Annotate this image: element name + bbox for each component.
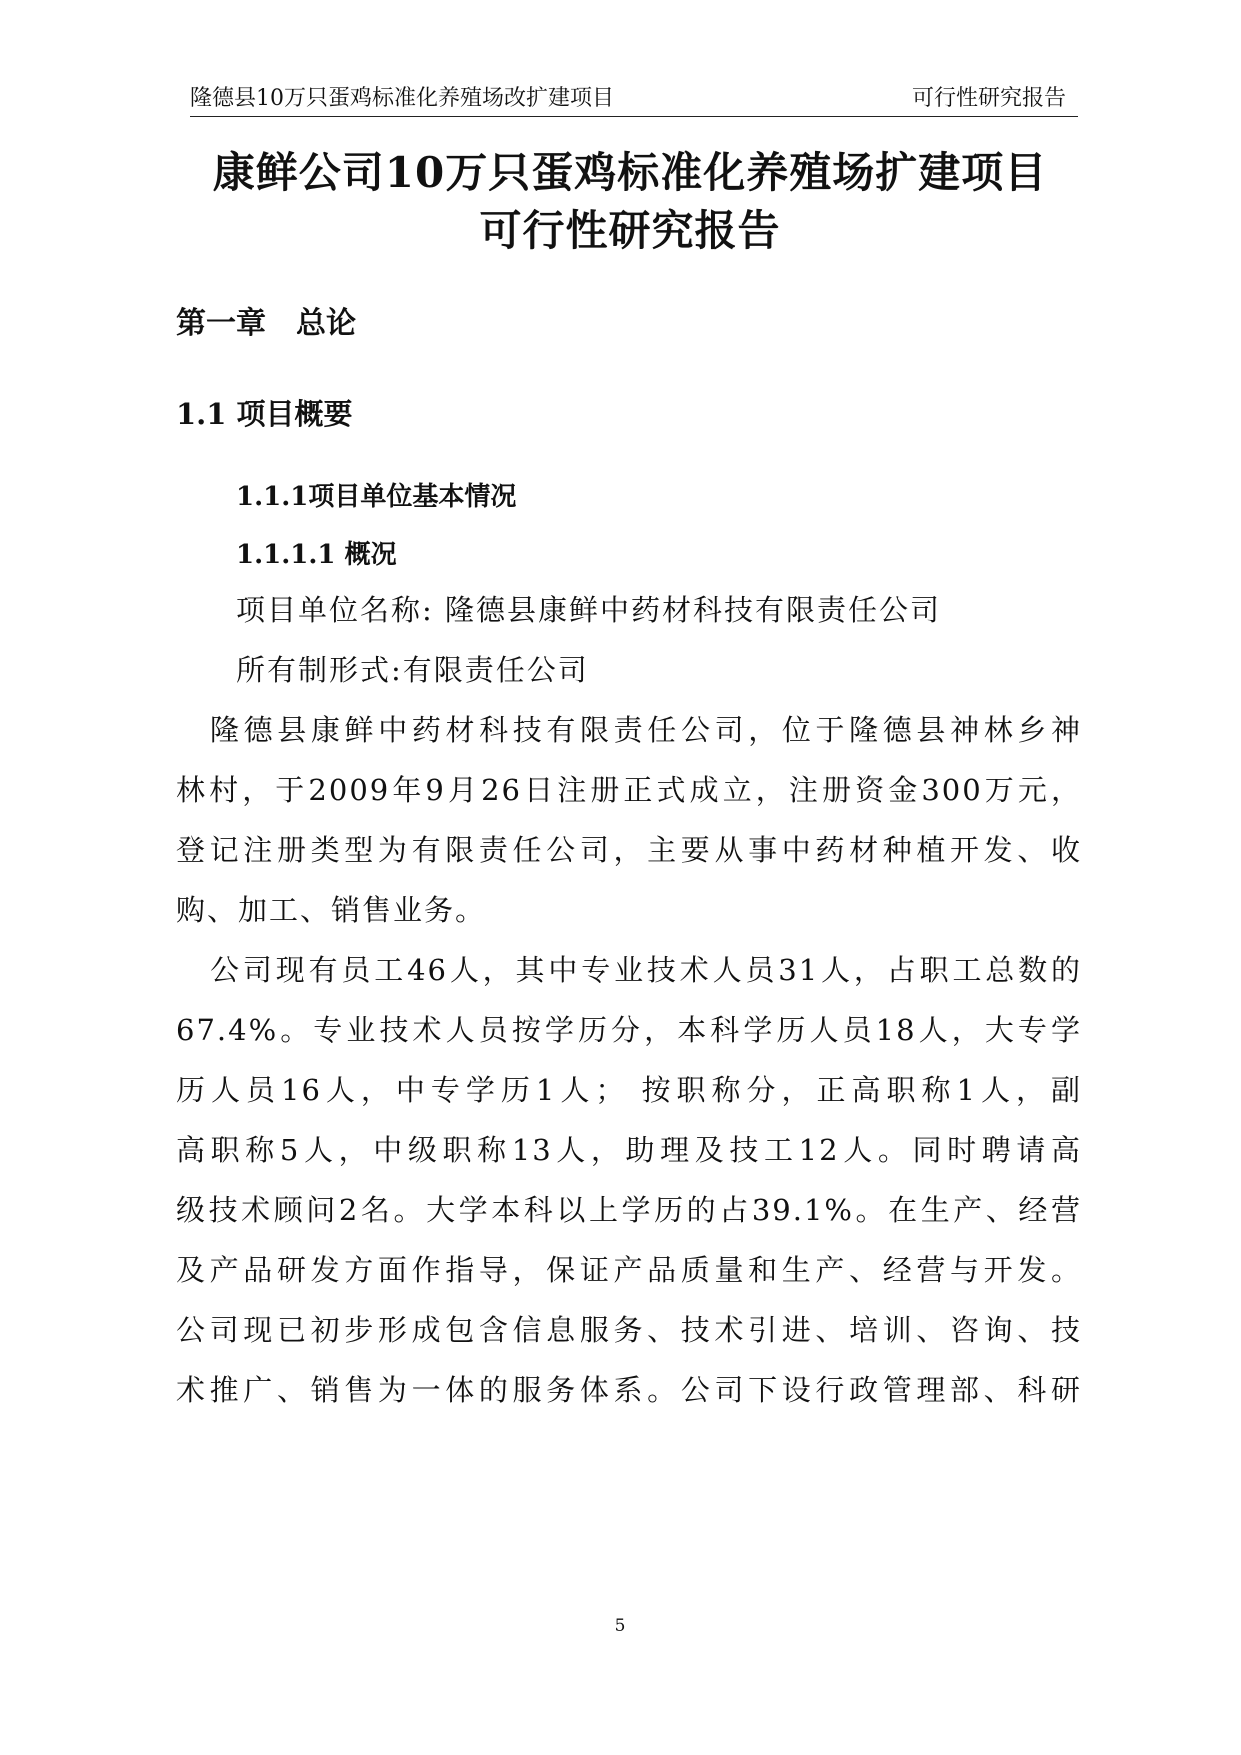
field-unit-name: 项目单位名称: 隆德县康鲜中药材科技有限责任公司 [236,593,941,627]
page-number: 5 [614,1616,626,1636]
field-ownership: 所有制形式:有限责任公司 [236,653,589,687]
chapter-heading: 第一章 总论 [176,306,356,341]
header-report-type: 可行性研究报告 [911,86,1066,111]
subsection-heading: 1.1.1项目单位基本情况 [236,482,517,512]
paragraph-line: 林村，于2009年9月26日注册正式成立，注册资金300万元， [176,773,1082,807]
paragraph-line: 公司现有员工46人，其中专业技术人员31人，占职工总数的 [210,953,1082,987]
paragraph-line: 公司现已初步形成包含信息服务、技术引进、培训、咨询、技 [176,1313,1082,1347]
paragraph-line: 级技术顾问2名。大学本科以上学历的占39.1%。在生产、经营 [176,1193,1082,1227]
document-title-line2: 可行性研究报告 [479,206,781,255]
page-header [190,86,1078,117]
paragraph-line: 67.4%。专业技术人员按学历分，本科学历人员18人，大专学 [176,1013,1082,1047]
document-title-line1: 康鲜公司10万只蛋鸡标准化养殖场扩建项目 [212,148,1048,197]
paragraph-line: 隆德县康鲜中药材科技有限责任公司，位于隆德县神林乡神 [210,713,1082,747]
paragraph-line: 高职称5人，中级职称13人，助理及技工12人。同时聘请高 [176,1133,1082,1167]
paragraph-line: 及产品研发方面作指导，保证产品质量和生产、经营与开发。 [176,1253,1082,1287]
subsubsection-heading: 1.1.1.1 概况 [236,540,397,570]
section-heading: 1.1 项目概要 [176,397,353,431]
paragraph-line: 购、加工、销售业务。 [176,893,487,927]
paragraph-line: 术推广、销售为一体的服务体系。公司下设行政管理部、科研 [176,1373,1082,1407]
paragraph-line: 登记注册类型为有限责任公司，主要从事中药材种植开发、收 [176,833,1082,867]
paragraph-line: 历人员16人，中专学历1人； 按职称分，正高职称1人，副 [176,1073,1082,1107]
header-project-name: 隆德县10万只蛋鸡标准化养殖场改扩建项目 [190,86,614,111]
